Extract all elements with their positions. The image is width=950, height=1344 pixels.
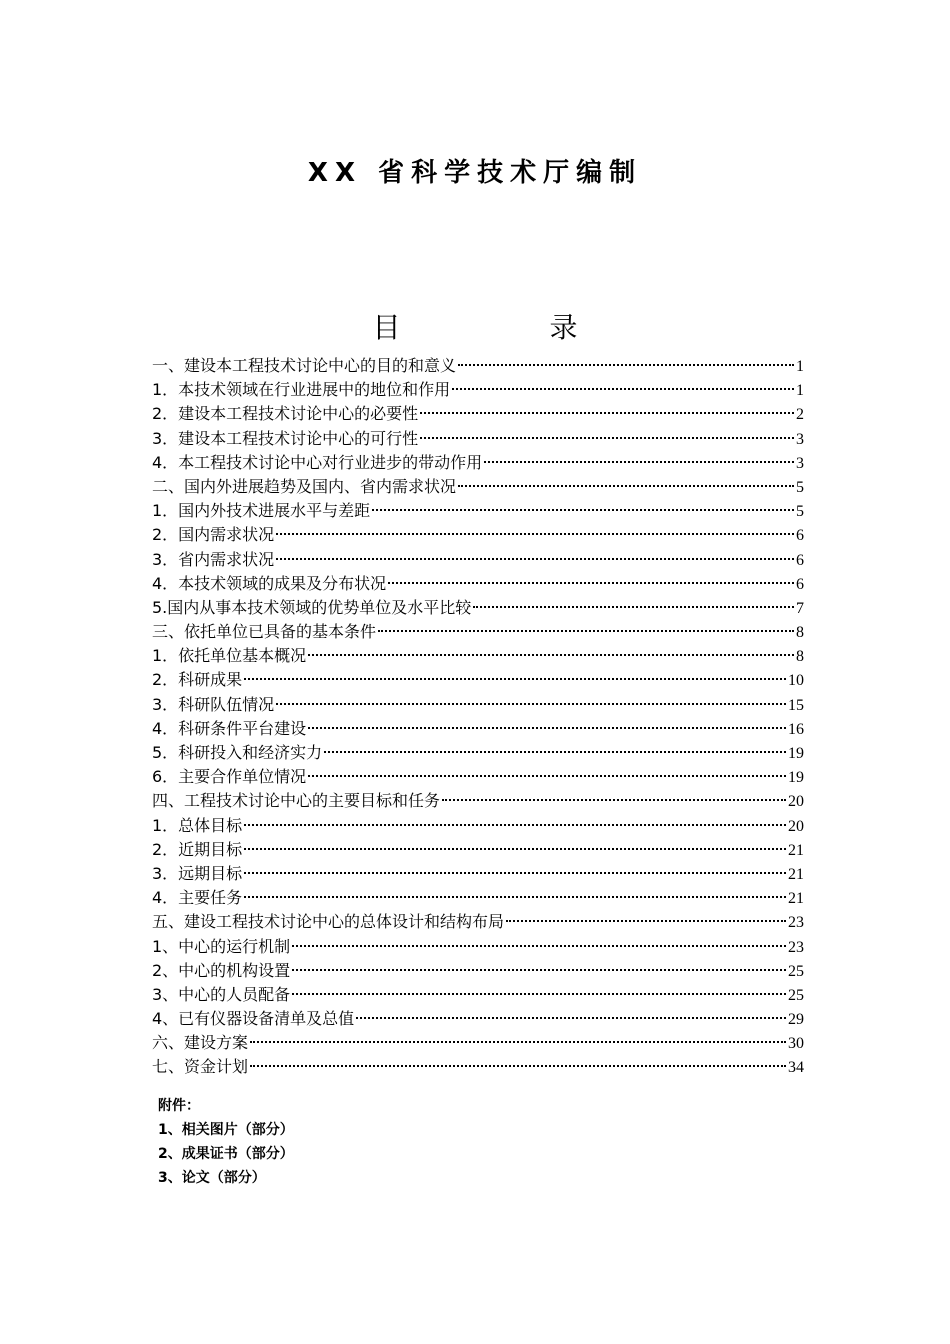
toc-entry[interactable]: [152, 620, 804, 644]
toc-entry-page-number: 8: [796, 648, 804, 666]
toc-entry[interactable]: [152, 451, 804, 475]
toc-dot-leader: [308, 775, 786, 777]
toc-entry[interactable]: [152, 668, 804, 692]
toc-entry[interactable]: [152, 1031, 804, 1055]
toc-entry-page-number: 20: [788, 817, 804, 835]
toc-entry[interactable]: [152, 935, 804, 959]
toc-entry[interactable]: [152, 910, 804, 934]
toc-entry[interactable]: [152, 523, 804, 547]
toc-dot-leader: [458, 485, 794, 487]
toc-dot-leader: [276, 703, 786, 705]
toc-entry-label: 6．主要合作单位情况: [152, 767, 307, 787]
toc-entry-page-number: 29: [788, 1011, 804, 1029]
toc-entry[interactable]: [152, 789, 804, 813]
toc-dot-leader: [292, 993, 786, 995]
toc-entry-label: 2．科研成果: [152, 670, 243, 690]
toc-dot-leader: [244, 848, 786, 850]
attachments-title: 附件：: [158, 1098, 200, 1114]
toc-entry-label: 三、依托单位已具备的基本条件: [152, 622, 377, 642]
toc-dot-leader: [378, 630, 794, 632]
attachment-item: 2、成果证书（部分）: [158, 1146, 294, 1162]
toc-entry[interactable]: [152, 862, 804, 886]
toc-entry-page-number: 15: [788, 696, 804, 714]
toc-entry-page-number: 3: [796, 454, 804, 472]
toc-entry-page-number: 23: [788, 938, 804, 956]
toc-dot-leader: [308, 654, 794, 656]
toc-entry-label: 二、国内外进展趋势及国内、省内需求状况: [152, 476, 457, 496]
toc-entry-label: 4．科研条件平台建设: [152, 718, 307, 738]
toc-entry[interactable]: [152, 838, 804, 862]
toc-dot-leader: [292, 945, 786, 947]
toc-entry-page-number: 6: [796, 551, 804, 569]
toc-entry-label: 2．国内需求状况: [152, 525, 275, 545]
toc-entry[interactable]: [152, 1007, 804, 1031]
toc-entry-label: 1．本技术领域在行业进展中的地位和作用: [152, 380, 451, 400]
toc-entry-page-number: 30: [788, 1035, 804, 1053]
toc-entry-label: 3．科研队伍情况: [152, 694, 275, 714]
toc-entry-page-number: 25: [788, 986, 804, 1004]
toc-entry[interactable]: [152, 983, 804, 1007]
toc-entry-page-number: 19: [788, 769, 804, 787]
issuer-line: XX 省科学技术厅编制: [307, 158, 643, 188]
toc-entry-label: 3．建设本工程技术讨论中心的可行性: [152, 428, 419, 448]
toc-entry-page-number: 21: [788, 890, 804, 908]
toc-entry-label: 4．主要任务: [152, 888, 243, 908]
toc-entry[interactable]: [152, 693, 804, 717]
toc-entry[interactable]: [152, 765, 804, 789]
toc-entry-label: 3．省内需求状况: [152, 549, 275, 569]
toc-dot-leader: [473, 606, 794, 608]
toc-entry[interactable]: [152, 378, 804, 402]
toc-dot-leader: [452, 388, 794, 390]
toc-entry[interactable]: [152, 596, 804, 620]
toc-dot-leader: [388, 582, 794, 584]
toc-entry-label: 5．科研投入和经济实力: [152, 743, 323, 762]
toc-entry[interactable]: [152, 644, 804, 668]
toc-entry-page-number: 16: [788, 720, 804, 738]
toc-entry[interactable]: [152, 814, 804, 838]
toc-entry-page-number: 20: [788, 793, 804, 811]
toc-dot-leader: [308, 727, 786, 729]
toc-entry-label: 1．总体目标: [152, 815, 243, 835]
toc-entry-label: 4．本工程技术讨论中心对行业进步的带动作用: [152, 452, 483, 472]
toc-entry-page-number: 34: [788, 1059, 804, 1077]
toc-entry[interactable]: [152, 741, 804, 765]
toc-entry[interactable]: [152, 499, 804, 523]
toc-entry[interactable]: [152, 1055, 804, 1079]
toc-entry-label: 1、中心的运行机制: [152, 936, 291, 956]
toc-dot-leader: [276, 558, 794, 560]
toc-entry-label: 5.国内从事本技术领域的优势单位及水平比较: [152, 597, 472, 617]
toc-entry[interactable]: [152, 427, 804, 451]
toc-entry-label: 1．国内外技术进展水平与差距: [152, 501, 371, 521]
toc-dot-leader: [442, 799, 786, 801]
table-of-contents: [152, 354, 804, 1080]
toc-dot-leader: [250, 1041, 786, 1043]
toc-entry[interactable]: [152, 959, 804, 983]
toc-dot-leader: [356, 1017, 786, 1019]
toc-entry[interactable]: [152, 548, 804, 572]
toc-dot-leader: [458, 364, 794, 366]
attachment-item: 3、论文（部分）: [158, 1170, 266, 1186]
toc-entry-page-number: 1: [796, 358, 804, 375]
toc-entry-label: 2、中心的机构设置: [152, 960, 291, 980]
toc-entry-page-number: 5: [796, 478, 804, 496]
toc-entry-page-number: 3: [796, 430, 804, 448]
toc-entry-page-number: 21: [788, 865, 804, 883]
toc-entry-label: 4．本技术领域的成果及分布状况: [152, 573, 387, 593]
toc-entry-label: 1．依托单位基本概况: [152, 646, 307, 666]
toc-entry-page-number: 21: [788, 841, 804, 859]
toc-dot-leader: [244, 896, 786, 898]
toc-entry-label: 3、中心的人员配备: [152, 984, 291, 1004]
attachment-item: 1、相关图片（部分）: [158, 1122, 294, 1138]
toc-entry-label: 2．建设本工程技术讨论中心的必要性: [152, 404, 419, 424]
toc-heading: 目 录: [372, 311, 648, 344]
toc-entry-label: 2．近期目标: [152, 839, 243, 859]
toc-entry-page-number: 19: [788, 745, 804, 762]
toc-dot-leader: [372, 509, 794, 511]
toc-entry-label: 七、资金计划: [152, 1057, 249, 1077]
toc-dot-leader: [324, 751, 786, 753]
toc-entry-page-number: 7: [796, 599, 804, 617]
toc-dot-leader: [244, 824, 786, 826]
toc-entry-label: 四、工程技术讨论中心的主要目标和任务: [152, 791, 441, 811]
toc-entry-page-number: 6: [796, 575, 804, 593]
toc-entry[interactable]: [152, 572, 804, 596]
toc-dot-leader: [244, 872, 786, 874]
toc-entry-label: 4、已有仪器设备清单及总值: [152, 1009, 355, 1029]
toc-dot-leader: [292, 969, 786, 971]
toc-entry[interactable]: [152, 886, 804, 910]
toc-entry-page-number: 25: [788, 962, 804, 980]
toc-entry-label: 五、建设工程技术讨论中心的总体设计和结构布局: [152, 912, 505, 932]
toc-entry[interactable]: [152, 475, 804, 499]
toc-entry-page-number: 10: [788, 672, 804, 690]
toc-entry[interactable]: [152, 717, 804, 741]
toc-entry-page-number: 1: [796, 382, 804, 400]
toc-entry-page-number: 2: [796, 406, 804, 424]
toc-dot-leader: [420, 412, 794, 414]
toc-entry[interactable]: [152, 354, 804, 378]
toc-entry[interactable]: [152, 402, 804, 426]
toc-entry-label: 一、建设本工程技术讨论中心的目的和意义: [152, 356, 457, 375]
toc-dot-leader: [276, 533, 794, 535]
toc-dot-leader: [244, 678, 786, 680]
toc-dot-leader: [484, 461, 794, 463]
toc-entry-label: 3．远期目标: [152, 863, 243, 883]
toc-dot-leader: [420, 437, 794, 439]
toc-entry-page-number: 8: [796, 624, 804, 642]
toc-entry-label: 六、建设方案: [152, 1033, 249, 1053]
attachments-section: [158, 1094, 294, 1190]
toc-dot-leader: [250, 1065, 786, 1067]
toc-entry-page-number: 6: [796, 527, 804, 545]
toc-dot-leader: [506, 920, 786, 922]
toc-entry-page-number: 23: [788, 914, 804, 932]
toc-entry-page-number: 5: [796, 503, 804, 521]
